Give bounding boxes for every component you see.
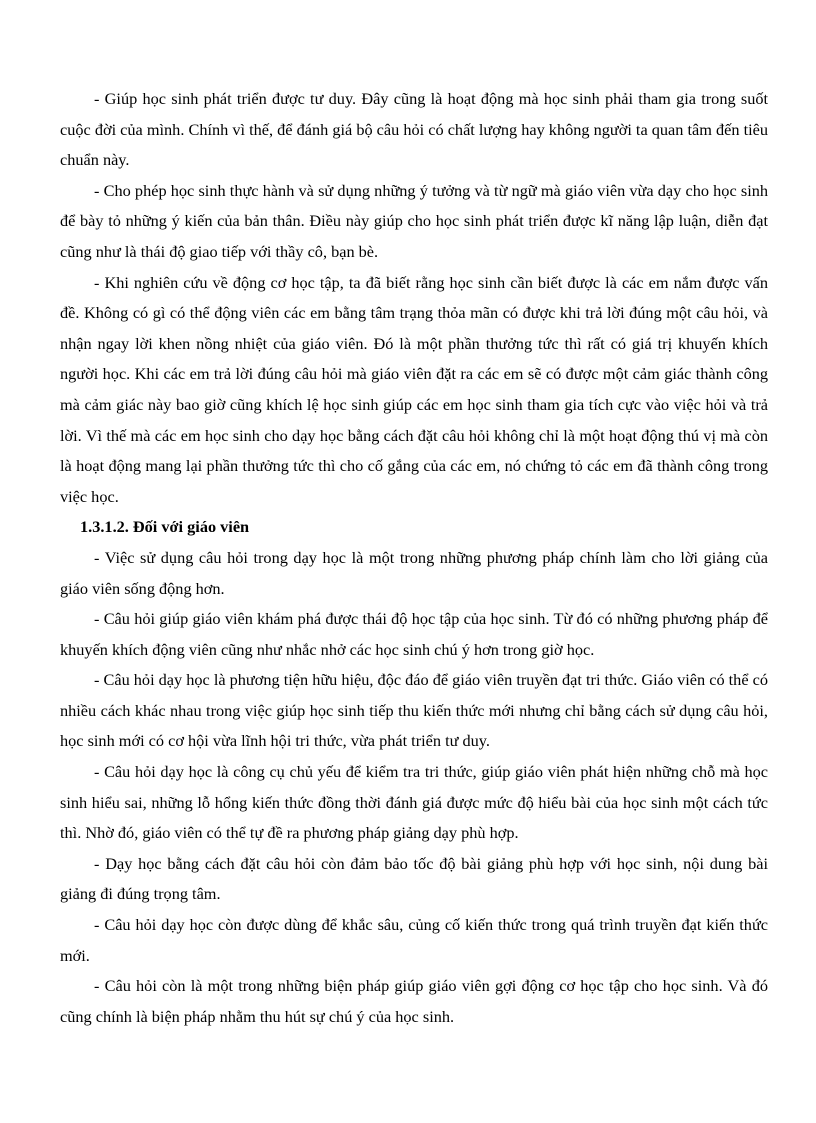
paragraph-teacher-attitude: - Câu hỏi giúp giáo viên khám phá được thái độ học tập của học sinh. Từ đó có những phương pháp để khuyến khích động viên cũng như nhắc nhở các học sinh chú ý hơn trong giờ học. <box>60 609 768 659</box>
paragraph-teacher-consolidation: - Câu hỏi dạy học còn được dùng để khắc sâu, củng cố kiến thức trong quá trình truyền đạt kiến thức mới. <box>60 915 768 965</box>
paragraph-teacher-assessment: - Câu hỏi dạy học là công cụ chủ yếu để kiểm tra tri thức, giúp giáo viên phát hiện những chỗ mà học sinh hiểu sai, những lỗ hổng kiến thức đồng thời đánh giá được mức độ hiểu bài của học sinh một cách tức thì. Nhờ đó, giáo viên có thể tự đề ra phương pháp giảng dạy phù hợp. <box>60 762 768 843</box>
section-heading: 1.3.1.2. Đối với giáo viên <box>80 517 250 537</box>
paragraph-student-motivation: - Khi nghiên cứu về động cơ học tập, ta đã biết rằng học sinh cần biết được là các em nắm được vấn đề. Không có gì có thể động viên các em bằng tâm trạng thỏa mãn có được khi trả lời đúng một câu hỏi, và nhận ngay lời khen nồng nhiệt của giáo viên. Đó là một phần thưởng tức thì rất có giá trị khuyến khích người học. Khi các em trả lời đúng câu hỏi mà giáo viên đặt ra các em sẽ có được một cảm giác thành công mà cảm giác này bao giờ cũng khích lệ học sinh giúp các em học sinh tham gia tích cực vào việc hỏi và trả lời. Vì thế mà các em học sinh cho dạy học bằng cách đặt câu hỏi không chỉ là một hoạt động thú vị mà còn là hoạt động mang lại phần thưởng tức thì cho cố gắng của các em, nó chứng tỏ các em đã thành công trong việc học. <box>60 272 768 506</box>
paragraph-teacher-pacing: - Dạy học bằng cách đặt câu hỏi còn đảm bảo tốc độ bài giảng phù hợp với học sinh, nội dung bài giảng đi đúng trọng tâm. <box>60 853 768 904</box>
paragraph-student-practice: - Cho phép học sinh thực hành và sử dụng những ý tưởng và từ ngữ mà giáo viên vừa dạy cho học sinh để bày tỏ những ý kiến của bản thân. Điều này giúp cho học sinh phát triển được kĩ năng lập luận, diễn đạt cũng như là thái độ giao tiếp với thầy cô, bạn bè. <box>60 180 768 261</box>
paragraph-teacher-motivation: - Câu hỏi còn là một trong những biện pháp giúp giáo viên gợi động cơ học tập cho học sinh. Và đó cũng chính là biện pháp nhằm thu hút sự chú ý của học sinh. <box>60 976 768 1026</box>
paragraph-teacher-knowledge-transfer: - Câu hỏi dạy học là phương tiện hữu hiệu, độc đáo để giáo viên truyền đạt tri thức. Giáo viên có thể có nhiều cách khác nhau trong việc giúp học sinh tiếp thu kiến thức mới nhưng chỉ bằng cách sử dụng câu hỏi, học sinh mới có cơ hội vừa lĩnh hội tri thức, vừa phát triển tư duy. <box>60 670 768 751</box>
document-page <box>60 84 768 1032</box>
paragraph-student-thinking: - Giúp học sinh phát triển được tư duy. Đây cũng là hoạt động mà học sinh phải tham gia trong suốt cuộc đời của mình. Chính vì thế, để đánh giá bộ câu hỏi có chất lượng hay không người ta quan tâm đến tiêu chuẩn này. <box>60 89 768 170</box>
paragraph-teacher-lively-lecture: - Việc sử dụng câu hỏi trong dạy học là một trong những phương pháp chính làm cho lời giảng của giáo viên sống động hơn. <box>60 547 768 598</box>
